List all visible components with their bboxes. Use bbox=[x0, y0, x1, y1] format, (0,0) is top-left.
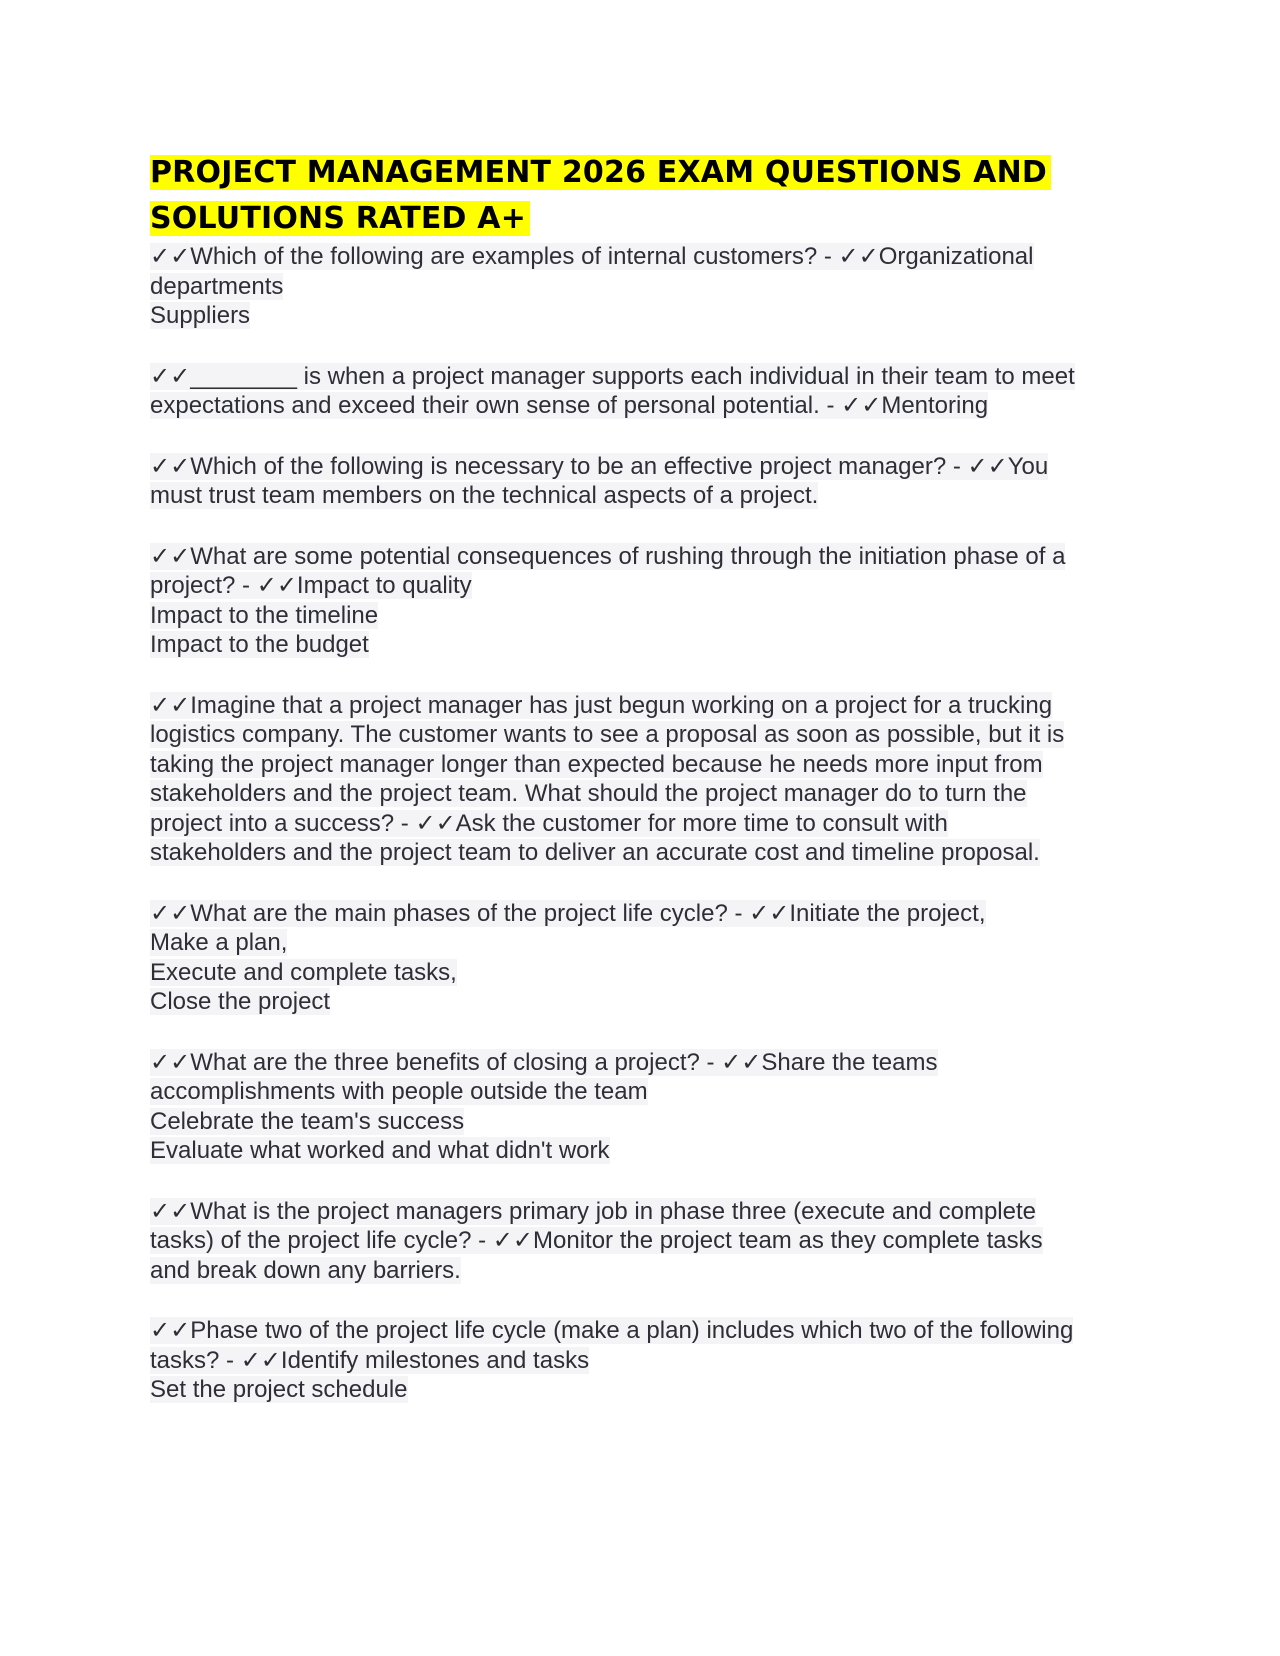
qa-text: ✓✓What are some potential consequences of rushing through the initiation phase of a bbox=[150, 542, 1066, 570]
qa-line bbox=[150, 301, 1130, 331]
qa-text: and break down any barriers. bbox=[150, 1256, 461, 1284]
qa-line bbox=[150, 1107, 1130, 1137]
qa-line bbox=[150, 242, 1130, 272]
qa-line bbox=[150, 452, 1130, 482]
qa-item bbox=[150, 1048, 1130, 1166]
qa-line bbox=[150, 691, 1130, 721]
qa-line bbox=[150, 601, 1130, 631]
qa-line bbox=[150, 391, 1130, 421]
qa-text: ✓✓What are the main phases of the project life cycle? - ✓✓Initiate the project, bbox=[150, 899, 986, 927]
qa-text: logistics company. The customer wants to see a proposal as soon as possible, but it is bbox=[150, 721, 1065, 748]
qa-item bbox=[150, 452, 1130, 511]
qa-line bbox=[150, 750, 1130, 780]
qa-item bbox=[150, 691, 1130, 868]
qa-line bbox=[150, 362, 1130, 392]
qa-item bbox=[150, 362, 1130, 421]
qa-text: Make a plan, bbox=[150, 929, 288, 956]
qa-text: ✓✓Which of the following is necessary to be an effective project manager? - ✓✓You bbox=[150, 452, 1049, 480]
qa-line bbox=[150, 928, 1130, 958]
qa-line bbox=[150, 1048, 1130, 1078]
qa-text: project into a success? - ✓✓Ask the customer for more time to consult with bbox=[150, 809, 948, 837]
qa-line bbox=[150, 1136, 1130, 1166]
qa-line bbox=[150, 630, 1130, 660]
qa-text: Impact to the budget bbox=[150, 631, 369, 658]
qa-item bbox=[150, 542, 1130, 660]
qa-item bbox=[150, 242, 1130, 331]
qa-text: Celebrate the team's success bbox=[150, 1107, 465, 1135]
qa-line bbox=[150, 779, 1130, 809]
qa-list bbox=[150, 242, 1130, 1405]
qa-text: Evaluate what worked and what didn't work bbox=[150, 1137, 610, 1164]
qa-text: ✓✓________ is when a project manager supports each individual in their team to meet bbox=[150, 362, 1075, 390]
qa-text: taking the project manager longer than expected because he needs more input from bbox=[150, 750, 1043, 778]
qa-text: departments bbox=[150, 272, 284, 300]
qa-text: ✓✓Which of the following are examples of internal customers? - ✓✓Organizational bbox=[150, 243, 1034, 270]
qa-text: Impact to the timeline bbox=[150, 601, 379, 629]
qa-text: tasks? - ✓✓Identify milestones and tasks bbox=[150, 1346, 590, 1374]
qa-line bbox=[150, 1375, 1130, 1405]
qa-line bbox=[150, 571, 1130, 601]
qa-text: expectations and exceed their own sense of personal potential. - ✓✓Mentoring bbox=[150, 392, 989, 419]
qa-line bbox=[150, 481, 1130, 511]
qa-line bbox=[150, 838, 1130, 868]
qa-text: must trust team members on the technical aspects of a project. bbox=[150, 482, 819, 509]
document-title bbox=[150, 150, 1130, 242]
qa-line bbox=[150, 1346, 1130, 1376]
qa-text: accomplishments with people outside the team bbox=[150, 1078, 648, 1105]
qa-text: tasks) of the project life cycle? - ✓✓Monitor the project team as they complete tasks bbox=[150, 1227, 1043, 1254]
qa-item bbox=[150, 1197, 1130, 1286]
qa-line bbox=[150, 720, 1130, 750]
qa-text: stakeholders and the project team to deliver an accurate cost and timeline proposal. bbox=[150, 839, 1040, 866]
qa-text: Execute and complete tasks, bbox=[150, 958, 457, 986]
qa-text: ✓✓Imagine that a project manager has just begun working on a project for a trucking bbox=[150, 691, 1053, 719]
qa-text: Suppliers bbox=[150, 302, 251, 329]
qa-line bbox=[150, 542, 1130, 572]
qa-item bbox=[150, 1316, 1130, 1405]
qa-line bbox=[150, 1077, 1130, 1107]
qa-line bbox=[150, 1316, 1130, 1346]
qa-line bbox=[150, 1197, 1130, 1227]
qa-text: ✓✓Phase two of the project life cycle (make a plan) includes which two of the following bbox=[150, 1317, 1074, 1344]
title-line-1: PROJECT MANAGEMENT 2026 EXAM QUESTIONS AND bbox=[150, 155, 1051, 190]
title-line-2: SOLUTIONS RATED A+ bbox=[150, 201, 530, 236]
qa-line bbox=[150, 272, 1130, 302]
qa-line bbox=[150, 958, 1130, 988]
qa-line bbox=[150, 809, 1130, 839]
qa-line bbox=[150, 899, 1130, 929]
qa-text: Set the project schedule bbox=[150, 1376, 408, 1403]
qa-line bbox=[150, 987, 1130, 1017]
qa-text: ✓✓What are the three benefits of closing a project? - ✓✓Share the teams bbox=[150, 1048, 938, 1076]
document-page bbox=[150, 150, 1130, 1436]
qa-item bbox=[150, 899, 1130, 1017]
qa-line bbox=[150, 1226, 1130, 1256]
qa-text: ✓✓What is the project managers primary job in phase three (execute and complete bbox=[150, 1197, 1036, 1225]
qa-text: project? - ✓✓Impact to quality bbox=[150, 572, 472, 599]
qa-text: stakeholders and the project team. What should the project manager do to turn the bbox=[150, 780, 1027, 807]
qa-text: Close the project bbox=[150, 988, 331, 1015]
qa-line bbox=[150, 1256, 1130, 1286]
